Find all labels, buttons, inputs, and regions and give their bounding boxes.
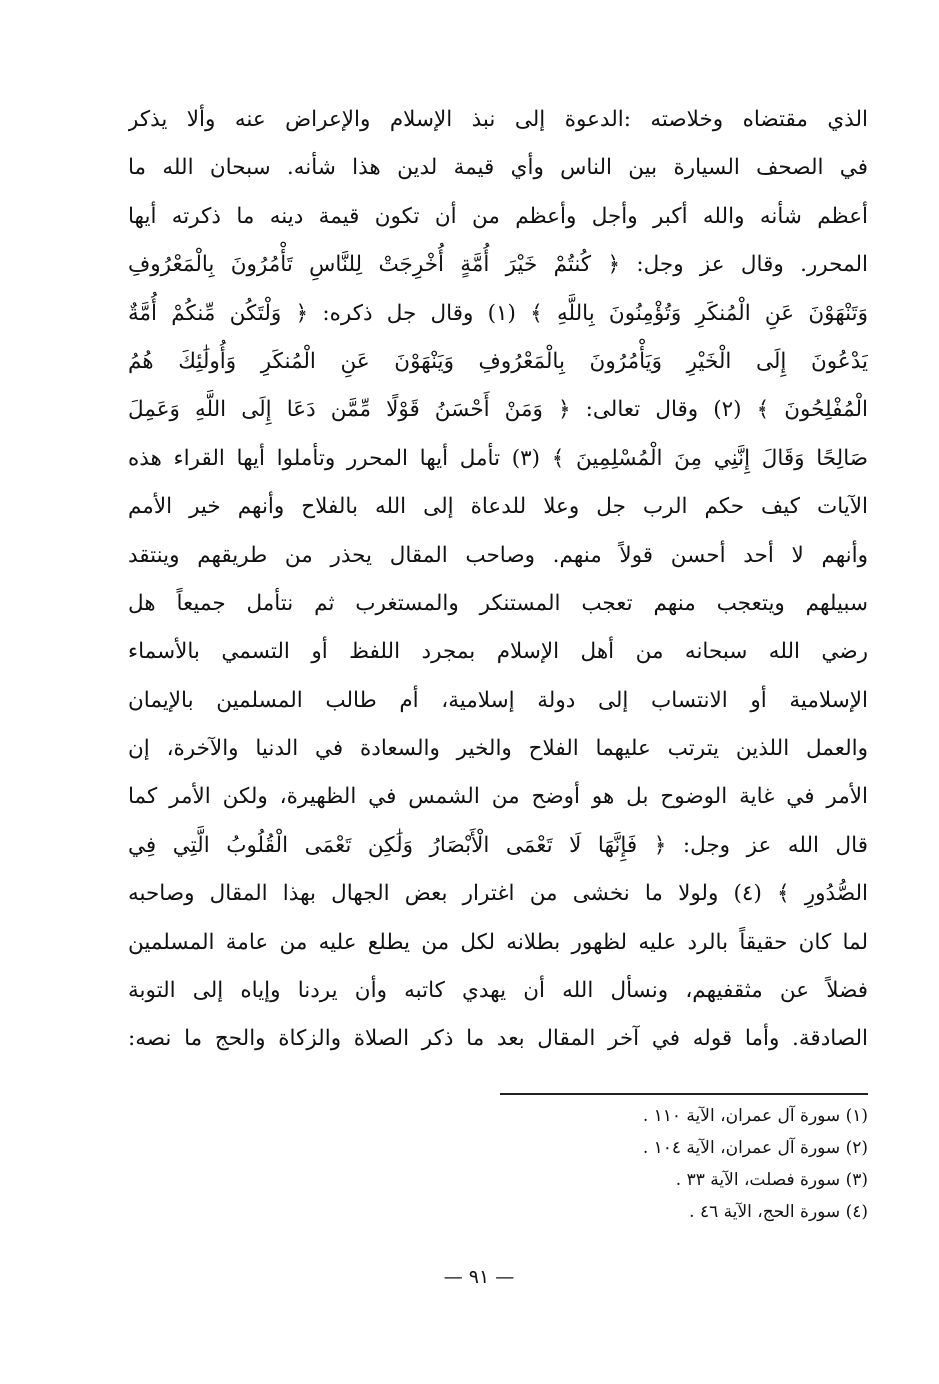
text-line: الإسلامية أو الانتساب إلى دولة إسلامية، أم طالب المسلمين بالإيمان [128,687,868,713]
text-line: صَالِحًا وَقَالَ إِنَّنِي مِنَ الْمُسْلِمِينَ ﴾ (٣) تأمل أيها المحرر وتأملوا أيها القراء هذه [128,445,868,471]
footnote: (١) سورة آل عمران، الآية ١١٠ . [642,1106,868,1126]
text-line: في الصحف السيارة بين الناس وأي قيمة لدين هذا شأنه. سبحان الله ما [128,155,868,181]
text-line: لما كان حقيقاً بالرد عليه لظهور بطلانه لكل من يطلع عليه من عامة المسلمين [128,929,868,955]
text-line: وَتَنْهَوْنَ عَنِ الْمُنكَرِ وَتُؤْمِنُونَ بِاللَّهِ ﴾ (١) وقال جل ذكره: ﴿ وَلْتَكُن مِّنكُمْ أُمَّةٌ [128,300,868,326]
text-line: الآيات كيف حكم الرب جل وعلا للدعاة إلى الله بالفلاح وأنهم خير الأمم [128,494,868,520]
text-line: قال الله عز وجل: ﴿ فَإِنَّهَا لَا تَعْمَى الْأَبْصَارُ وَلَٰكِن تَعْمَى الْقُلُوبُ الَّتِي فِي [128,832,868,858]
text-line: الأمر في غاية الوضوح بل هو أوضح من الشمس في الظهيرة، ولكن الأمر كما [128,784,868,810]
text-line: وأنهم لا أحد أحسن قولاً منهم. وصاحب المقال يحذر من طريقهم وينتقد [128,542,868,568]
text-line: الذي مقتضاه وخلاصته :الدعوة إلى نبذ الإسلام والإعراض عنه وألا يذكر [128,107,868,132]
main-text [128,96,868,1064]
footnote-divider [500,1093,868,1095]
text-line: والعمل اللذين يترتب عليهما الفلاح والخير والسعادة في الدنيا والآخرة، إن [128,736,868,762]
text-line: الصُّدُورِ ﴾ (٤) ولولا ما نخشى من اغترار بعض الجهال بهذا المقال وصاحبه [128,881,868,907]
page-number: — ٩١ — [443,1266,515,1288]
footnotes [500,1100,868,1228]
text-line: رضي الله سبحانه من أهل الإسلام بمجرد اللفظ أو التسمي بالأسماء [128,639,868,665]
footnote: (٢) سورة آل عمران، الآية ١٠٤ . [642,1138,868,1158]
footnote: (٣) سورة فصلت، الآية ٣٣ . [675,1170,868,1190]
text-line: المحرر. وقال عز وجل: ﴿ كُنتُمْ خَيْرَ أُمَّةٍ أُخْرِجَتْ لِلنَّاسِ تَأْمُرُونَ بِالْمَعْرُوفِ [128,252,868,278]
text-line: الْمُفْلِحُونَ ﴾ (٢) وقال تعالى: ﴿ وَمَنْ أَحْسَنُ قَوْلًا مِّمَّن دَعَا إِلَى اللَّهِ وَعَمِلَ [128,397,868,423]
text-line: فضلاً عن مثقفيهم، ونسأل الله أن يهدي كاتبه وأن يردنا وإياه إلى التوبة [128,978,868,1004]
footnote: (٤) سورة الحج، الآية ٤٦ . [689,1202,868,1222]
text-line: الصادقة. وأما قوله في آخر المقال بعد ما ذكر الصلاة والزكاة والحج ما نصه: [128,1026,868,1052]
text-line: يَدْعُونَ إِلَى الْخَيْرِ وَيَأْمُرُونَ بِالْمَعْرُوفِ وَيَنْهَوْنَ عَنِ الْمُنكَرِ وَأُولَٰئِكَ هُمُ [128,348,868,374]
text-line: سبيلهم ويتعجب منهم تعجب المستنكر والمستغرب ثم نتأمل جميعاً هل [128,590,868,616]
text-line: أعظم شأنه والله أكبر وأجل وأعظم من أن تكون قيمة دينه ما ذكرته أيها [128,203,868,229]
